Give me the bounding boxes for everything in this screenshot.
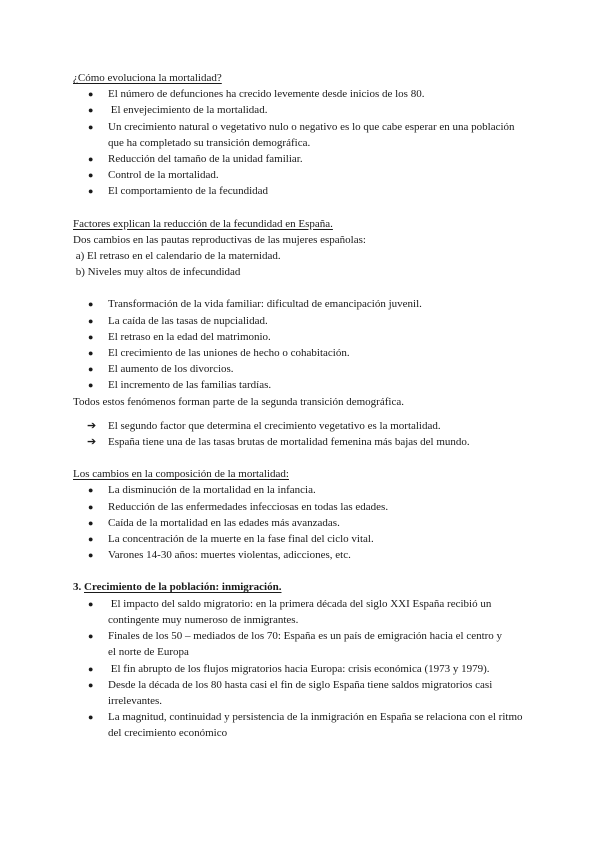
section-number: 3. — [73, 581, 84, 594]
bullet-icon: ● — [88, 299, 94, 310]
fertility-conclusion: Todos estos fenómenos forman parte de la segunda transición demográfica. — [73, 395, 404, 408]
list-item: ● El comportamiento de la fecundidad — [73, 183, 533, 199]
arrow-right-icon: ➔ — [87, 419, 97, 432]
bullet-icon: ● — [88, 501, 94, 512]
bullet-icon: ● — [88, 598, 94, 609]
list-item: ➔ El segundo factor que determina el crecimiento vegetativo es la mortalidad. — [73, 418, 533, 434]
list-item: ● Desde la década de los 80 hasta casi el fin de siglo España tiene saldos migratorios casi irrelevantes. — [88, 678, 493, 707]
list-item: ● Reducción del tamaño de la unidad familiar. — [73, 151, 533, 167]
mortality-list — [73, 86, 533, 199]
list-item: ● El fin abrupto de los flujos migratorios hacia Europa: crisis económica (1973 y 1979). — [73, 661, 503, 677]
bullet-icon: ● — [88, 315, 94, 326]
bullet-icon: ● — [88, 550, 94, 561]
bullet-icon: ● — [88, 712, 94, 723]
list-item: ● La caída de las tasas de nupcialidad. — [73, 313, 533, 329]
immigration-list — [73, 596, 533, 742]
bullet-icon: ● — [88, 121, 94, 132]
list-item: ● Control de la mortalidad. — [73, 167, 533, 183]
list-item: ● Un crecimiento natural o vegetativo nulo o negativo es lo que cabe esperar en una población que ha completado su transición demográfica. — [88, 120, 515, 149]
document-page — [73, 70, 533, 742]
arrow-list — [73, 418, 533, 450]
section-title-composition: Los cambios en la composición de la mortalidad: — [73, 468, 289, 481]
list-item: ● El incremento de las familias tardías. — [73, 377, 533, 393]
spacer — [73, 563, 533, 579]
list-item: ● Transformación de la vida familiar: dificultad de emancipación juvenil. — [73, 296, 533, 312]
list-item: ● El crecimiento de las uniones de hecho o cohabitación. — [73, 345, 533, 361]
spacer — [73, 200, 533, 216]
section-title-immigration: Crecimiento de la población: inmigración. — [84, 581, 282, 594]
bullet-icon: ● — [88, 154, 94, 165]
composition-list — [73, 482, 533, 563]
bullet-icon: ● — [88, 89, 94, 100]
section-heading-immigration — [73, 579, 533, 595]
list-item: ● El envejecimiento de la mortalidad. — [73, 102, 533, 118]
fertility-list — [73, 296, 533, 393]
bullet-icon: ● — [88, 170, 94, 181]
list-item: ● El número de defunciones ha crecido levemente desde inicios de los 80. — [73, 86, 533, 102]
list-item: ● Reducción de las enfermedades infecciosas en todas las edades. — [73, 499, 533, 515]
bullet-icon: ● — [88, 348, 94, 359]
list-item: ● La concentración de la muerte en la fase final del ciclo vital. — [73, 531, 533, 547]
spacer — [73, 450, 533, 466]
list-item: ● El impacto del saldo migratorio: en la primera década del siglo XXI España recibió un contingente muy numeroso de inmigrantes. — [88, 597, 495, 626]
fertility-point-a: a) El retraso en el calendario de la maternidad. — [73, 250, 281, 263]
list-item: ● El aumento de los divorcios. — [73, 361, 533, 377]
spacer — [73, 280, 533, 296]
bullet-icon: ● — [88, 485, 94, 496]
bullet-icon: ● — [88, 186, 94, 197]
list-item: ● Finales de los 50 – mediados de los 70: España es un país de emigración hacia el centro y el norte de Europa — [88, 630, 503, 659]
bullet-icon: ● — [88, 105, 94, 116]
fertility-intro: Dos cambios en las pautas reproductivas de las mujeres españolas: — [73, 233, 366, 246]
bullet-icon: ● — [88, 517, 94, 528]
bullet-icon: ● — [88, 331, 94, 342]
bullet-icon: ● — [88, 534, 94, 545]
section-title-mortality: ¿Cómo evoluciona la mortalidad? — [73, 72, 222, 84]
spacer — [73, 410, 533, 418]
bullet-icon: ● — [88, 364, 94, 375]
list-item: ● La magnitud, continuidad y persistencia de la inmigración en España se relaciona con el ritmo del crecimiento económico — [88, 711, 523, 740]
fertility-point-b: b) Niveles muy altos de infecundidad — [73, 266, 241, 279]
list-item: ➔ España tiene una de las tasas brutas de mortalidad femenina más bajas del mundo. — [73, 434, 533, 450]
bullet-icon: ● — [88, 679, 94, 690]
arrow-right-icon: ➔ — [87, 436, 97, 449]
bullet-icon: ● — [88, 663, 94, 674]
list-item: ● La disminución de la mortalidad en la infancia. — [73, 482, 533, 498]
bullet-icon: ● — [88, 380, 94, 391]
bullet-icon: ● — [88, 631, 94, 642]
list-item: ● Varones 14-30 años: muertes violentas, adicciones, etc. — [73, 547, 533, 563]
list-item: ● El retraso en la edad del matrimonio. — [73, 329, 533, 345]
section-title-fertility: Factores explican la reducción de la fecundidad en España. — [73, 217, 333, 230]
list-item: ● Caída de la mortalidad en las edades más avanzadas. — [73, 515, 533, 531]
